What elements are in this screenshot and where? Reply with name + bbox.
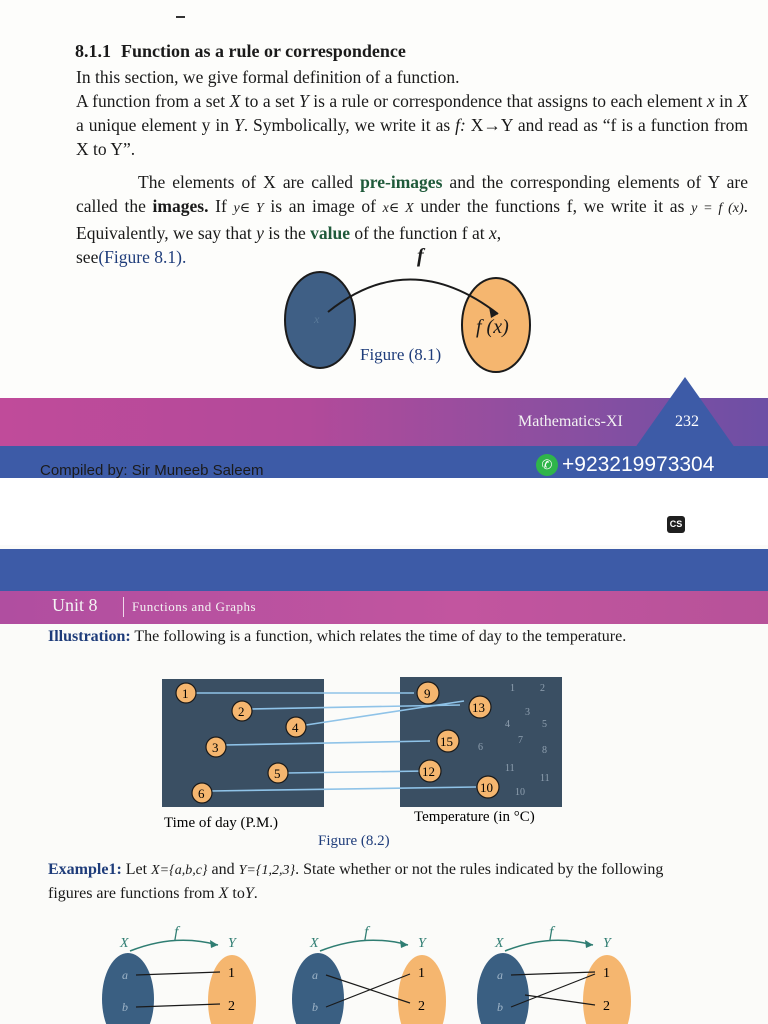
svg-text:f: f [549, 924, 554, 941]
fx-label: f (x) [476, 316, 509, 338]
svg-text:2: 2 [238, 704, 245, 719]
svg-text:f: f [364, 924, 369, 941]
whatsapp-icon: ✆ [536, 454, 558, 476]
term-value: value [310, 223, 350, 243]
svg-text:2: 2 [603, 999, 610, 1014]
svg-text:4: 4 [292, 720, 299, 735]
domain-oval [285, 272, 355, 368]
unit-subtitle: Functions and Graphs [132, 599, 257, 614]
svg-text:Y: Y [603, 936, 611, 951]
term-pre-images: pre-images [360, 172, 443, 192]
svg-text:1: 1 [228, 966, 235, 981]
svg-text:11: 11 [505, 763, 515, 774]
svg-text:10: 10 [515, 787, 525, 798]
figure-caption: Figure (8.1) [360, 345, 442, 364]
svg-text:a: a [497, 968, 503, 982]
unit-separator [123, 597, 124, 617]
header-band-pink [0, 591, 768, 624]
svg-text:12: 12 [422, 764, 435, 779]
example-diagram-2 [280, 915, 480, 1024]
svg-text:a: a [122, 968, 128, 982]
svg-text:9: 9 [424, 686, 431, 701]
svg-text:1: 1 [182, 686, 189, 701]
example-diagram-1 [90, 915, 290, 1024]
contact-phone[interactable] [536, 453, 714, 477]
svg-text:b: b [122, 1000, 128, 1014]
unit-title: Unit 8 [52, 595, 98, 615]
svg-text:1: 1 [418, 966, 425, 981]
illustration-text: Illustration: The following is a function, which relates the time of day to the temperature. [48, 628, 627, 645]
definition-text: A function from a set X to a set Y is a rule or correspondence that assigns to each element x in X a unique element y in Y. Symbolically, we write it as f: X→Y and read as “f is a function from X to Y”. [76, 91, 748, 159]
temperature-label: Temperature (in °C) [414, 809, 535, 825]
svg-text:13: 13 [472, 700, 485, 715]
figure-8-1 [270, 240, 540, 380]
svg-text:2: 2 [228, 999, 235, 1014]
example-1: Example1: Let X={a,b,c} and Y={1,2,3}. State whether or not the rules indicated by the following figures are functions from X toY. [48, 861, 664, 902]
section-heading [75, 41, 406, 62]
example-diagram-3 [465, 915, 665, 1024]
svg-text:b: b [497, 1000, 503, 1014]
svg-text:6: 6 [198, 786, 205, 801]
svg-text:X: X [495, 936, 504, 951]
figure-8-1-link[interactable]: (Figure 8.1). [98, 247, 187, 267]
term-images: images. [152, 196, 209, 216]
svg-text:3: 3 [212, 740, 219, 755]
f-label: f [417, 245, 424, 267]
svg-text:Y: Y [228, 936, 236, 951]
svg-text:11: 11 [540, 773, 550, 784]
svg-text:2: 2 [540, 683, 545, 694]
svg-text:b: b [312, 1000, 318, 1014]
svg-text:1: 1 [603, 966, 610, 981]
svg-text:X: X [310, 936, 319, 951]
page-232 [0, 0, 768, 478]
svg-text:4: 4 [505, 719, 510, 730]
example-label: Example1: [48, 861, 122, 878]
section-number: 8.1.1 [75, 41, 111, 61]
page-number: 232 [675, 413, 699, 430]
definition-paragraph [76, 65, 748, 161]
camscanner-badge: CS [667, 516, 685, 533]
svg-text:3: 3 [525, 707, 530, 718]
svg-text:10: 10 [480, 780, 493, 795]
svg-text:Y: Y [418, 936, 426, 951]
svg-text:8: 8 [542, 745, 547, 756]
svg-text:6: 6 [478, 742, 483, 753]
images-paragraph: The elements of X are called pre-images and the corresponding elements of Y are called the images. If y∈ Y is an image of x∈ X under the functions f, we write it as y = f (x). Equivalently, we say that y is the value of the function f at x, see(Figure 8.1). [76, 172, 748, 267]
svg-text:15: 15 [440, 734, 453, 749]
svg-text:X: X [120, 936, 129, 951]
svg-text:7: 7 [518, 735, 523, 746]
time-label: Time of day (P.M.) [164, 815, 279, 831]
figure-8-2-caption: Figure (8.2) [318, 833, 390, 849]
svg-text:1: 1 [510, 683, 515, 694]
page-next [0, 545, 768, 1024]
x-label: x [314, 312, 320, 326]
svg-text:5: 5 [274, 766, 281, 781]
svg-text:5: 5 [542, 719, 547, 730]
illustration-label: Illustration: [48, 628, 131, 645]
compiled-by: Compiled by: Sir Muneeb Saleem [40, 462, 264, 478]
section-title: Function as a rule or correspondence [121, 41, 406, 61]
figure-8-2 [160, 675, 580, 855]
svg-text:2: 2 [418, 999, 425, 1014]
header-dash [176, 16, 185, 18]
phone-number[interactable]: +923219973304 [562, 453, 715, 476]
header-band-blue [0, 549, 768, 591]
footer-subject: Mathematics-XI [518, 413, 623, 430]
intro-line: In this section, we give formal definition of a function. [76, 67, 460, 87]
svg-text:a: a [312, 968, 318, 982]
svg-text:f: f [174, 924, 179, 941]
